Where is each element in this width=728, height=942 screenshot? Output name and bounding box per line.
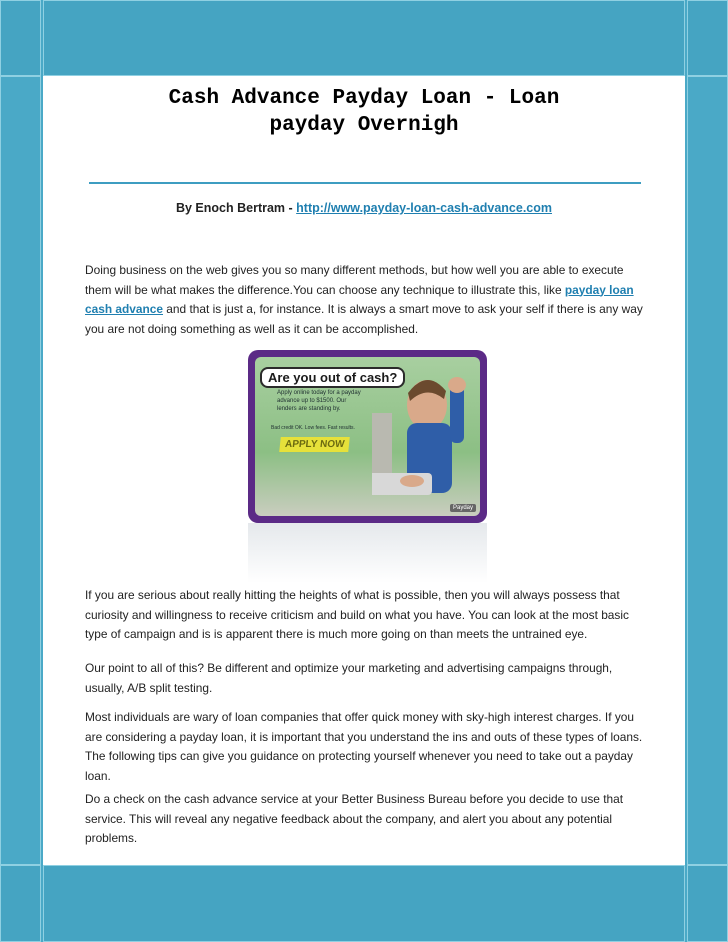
byline-url-link[interactable]: http://www.payday-loan-cash-advance.com [296,201,552,215]
ad-image-inner [255,357,480,516]
border-tile [687,865,728,942]
title-line-2: payday Overnigh [269,114,459,137]
byline [43,201,685,215]
ad-copy: Apply online today for a payday advance up to $1500. Our lenders are standing by. [277,390,361,412]
border-tile [0,865,41,942]
document-title [43,85,685,139]
title-line-1: Cash Advance Payday Loan - Loan [168,87,560,110]
payday-loan-link[interactable]: payday loan cash advance [85,282,634,316]
border-tile [687,0,728,76]
border-tile [43,0,685,76]
paragraph-1 [85,261,651,339]
paragraph-4: Most individuals are wary of loan companies that offer quick money with sky-high interest charges. If you are considering a payday loan, it is important that you understand the ins and outs of these types of loans. The following tips can give you guidance on protecting yourself whenever you need to take out a payday loan. [85,710,643,783]
ad-image [248,350,487,523]
paragraph-1-text-b: and that is just a, for instance. It is always a smart move to ask your self if there is any way you are not doing something as well as it can be accomplished. [85,302,643,336]
ad-small-print: Bad credit OK. Low fees. Fast results. [271,425,355,431]
paragraph-3: Our point to all of this? Be different and optimize your marketing and advertising campaigns through, usually, A/B split testing. [85,661,613,695]
border-tile [687,76,728,865]
title-divider [89,182,641,184]
document-page [43,76,685,865]
ad-headline: Are you out of cash? [260,367,405,388]
border-tile [0,0,41,76]
border-tile [43,865,685,942]
ad-image-reflection [248,523,487,583]
apply-now-button: APPLY NOW [279,437,350,452]
paragraph-1-text-a: Doing business on the web gives you so many different methods, but how well you are able to execute them will be what makes the difference.You can choose any technique to illustrate this, like [85,263,624,297]
ad-brand-logo: Payday [450,504,476,512]
byline-author: By Enoch Bertram - [175,201,297,215]
paragraph-2: If you are serious about really hitting the heights of what is possible, then you will always possess that curiosity and willingness to receive criticism and build on what you have. You can look at the most basic type of campaign and is is apparent there is much more going on than meets the untrained eye. [85,588,629,641]
border-tile [0,76,41,865]
paragraph-5: Do a check on the cash advance service at your Better Business Bureau before you decide to use that service. This will reveal any negative feedback about the company, and alert you about any potential problems. [85,792,624,845]
